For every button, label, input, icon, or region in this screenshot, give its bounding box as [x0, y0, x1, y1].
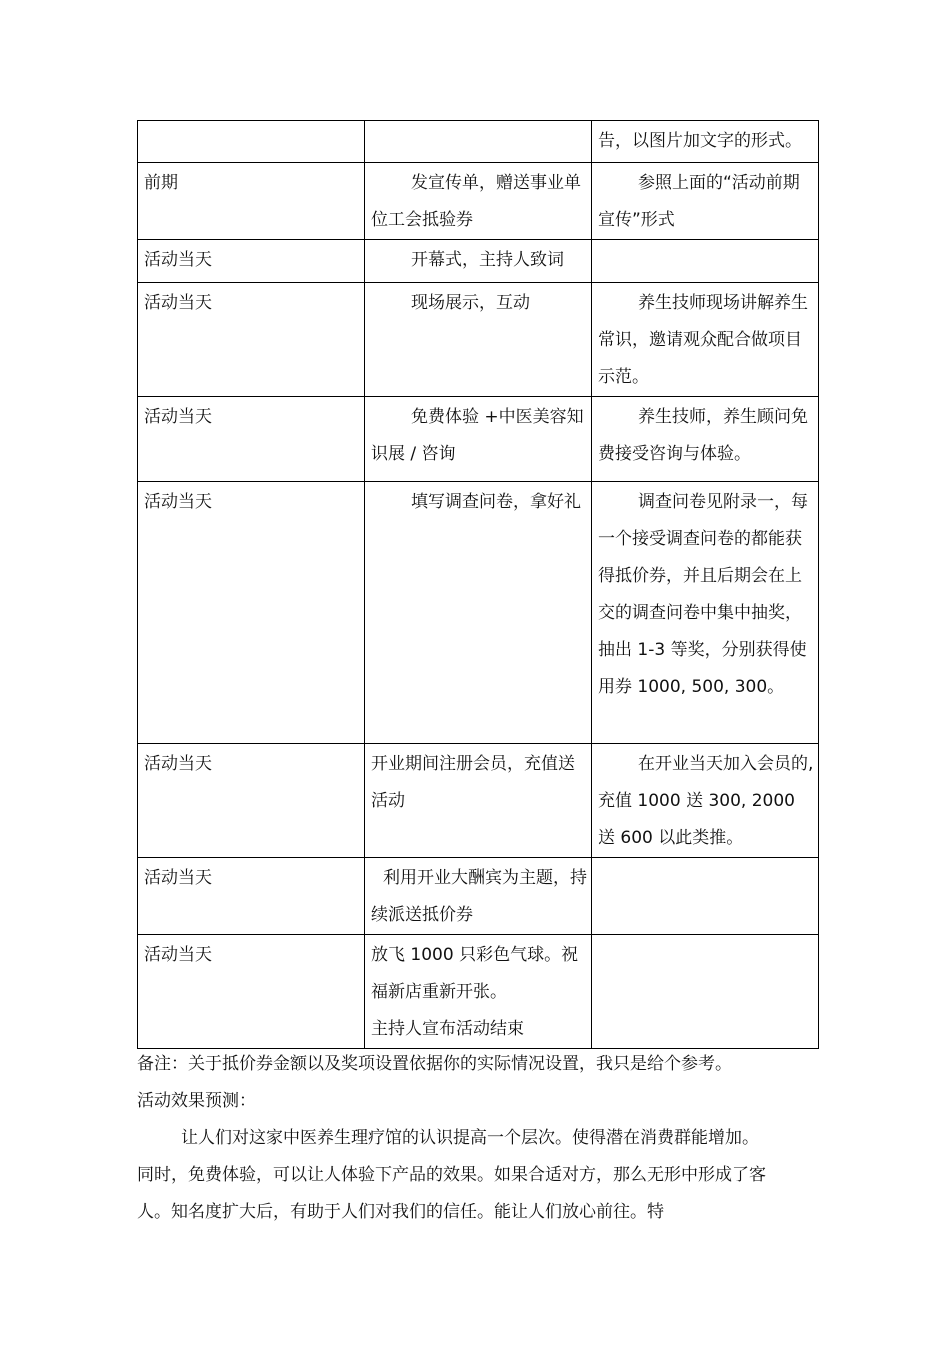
phase-cell: 活动当天: [138, 240, 365, 283]
phase-cell: 活动当天: [138, 858, 365, 935]
effect-paragraph: 让人们对这家中医养生理疗馆的认识提高一个层次。使得潜在消费群能增加。同时，免费体验，可以让人体验下产品的效果。如果合适对方，那么无形中形成了客人。知名度扩大后，有助于人们对我们的信任。能让人们放心前往。特: [137, 1128, 766, 1222]
phase-cell: 活动当天: [138, 283, 365, 397]
phase-cell: 活动当天: [138, 744, 365, 858]
table-row: [138, 744, 819, 858]
table-row: [138, 397, 819, 482]
activity-cell: 现场展示，互动: [365, 283, 592, 397]
activity-cell: 免费体验 +中医美容知识展 / 咨询: [365, 397, 592, 482]
note-cell: 参照上面的“活动前期宣传”形式: [592, 163, 819, 240]
table-row: [138, 163, 819, 240]
notes-section: [137, 1046, 827, 1231]
phase-cell: [138, 121, 365, 163]
activity-cell: 开业期间注册会员，充值送活动: [365, 744, 592, 858]
note-cell: 在开业当天加入会员的, 充值 1000 送 300, 2000 送 600 以此类推。: [592, 744, 819, 858]
note-cell: [592, 240, 819, 283]
phase-cell: 活动当天: [138, 482, 365, 744]
activity-cell: 发宣传单，赠送事业单位工会抵验券: [365, 163, 592, 240]
note-cell: [592, 935, 819, 1049]
note-cell: 调查问卷见附录一，每一个接受调查问卷的都能获得抵价券，并且后期会在上交的调查问卷中集中抽奖，抽出 1-3 等奖，分别获得使用券 1000, 500, 300。: [592, 482, 819, 744]
effect-heading: 活动效果预测：: [137, 1091, 256, 1111]
table-row: [138, 858, 819, 935]
phase-cell: 活动当天: [138, 935, 365, 1049]
table-row: [138, 121, 819, 163]
activity-cell: 开幕式，主持人致词: [365, 240, 592, 283]
phase-cell: 前期: [138, 163, 365, 240]
activity-cell: [365, 121, 592, 163]
note-cell: [592, 858, 819, 935]
remark-text: 备注：关于抵价券金额以及奖项设置依据你的实际情况设置，我只是给个参考。: [137, 1054, 732, 1074]
activity-text-2: 主持人宣布活动结束: [371, 1019, 524, 1039]
note-cell: 养生技师，养生顾问免费接受咨询与体验。: [592, 397, 819, 482]
activity-cell: 填写调查问卷，拿好礼: [365, 482, 592, 744]
table-row: [138, 935, 819, 1049]
activity-cell: [365, 935, 592, 1049]
table-row: [138, 240, 819, 283]
table-row: [138, 482, 819, 744]
table-row: [138, 283, 819, 397]
note-cell: 告，以图片加文字的形式。: [592, 121, 819, 163]
activity-cell: 利用开业大酬宾为主题，持续派送抵价券: [365, 858, 592, 935]
note-cell: 养生技师现场讲解养生常识，邀请观众配合做项目示范。: [592, 283, 819, 397]
phase-cell: 活动当天: [138, 397, 365, 482]
activity-text: 放飞 1000 只彩色气球。祝福新店重新开张。: [371, 945, 579, 1002]
activity-plan-table: [137, 120, 819, 1049]
